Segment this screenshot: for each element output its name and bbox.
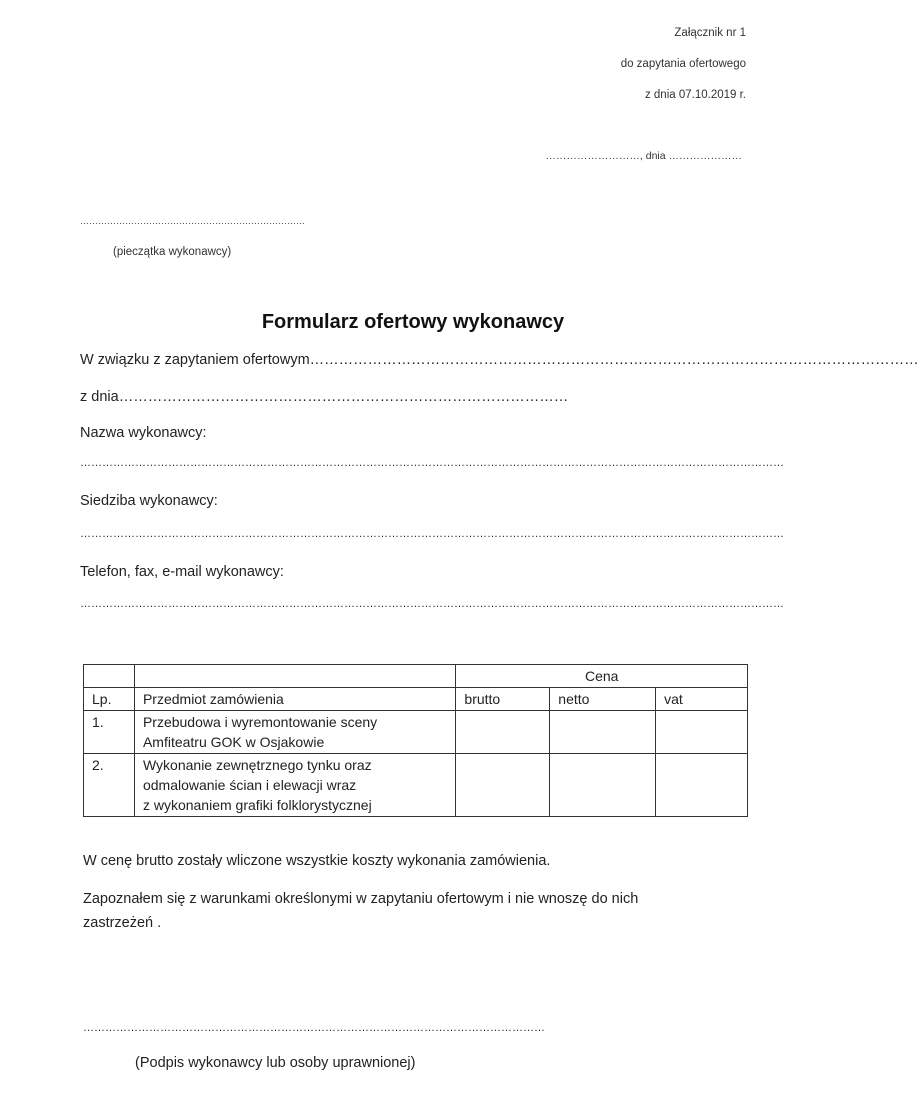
table-header-price-row	[84, 665, 748, 688]
row-subject-line: Przebudowa i wyremontowanie sceny	[142, 714, 378, 730]
net-price-cell[interactable]	[550, 754, 656, 817]
attachment-number: Załącznik nr 1	[674, 27, 746, 39]
vat-cell[interactable]	[656, 754, 748, 817]
contractor-name-field[interactable]: …………………………………………………………………………………………………………………………………………………………………………	[80, 457, 784, 469]
col-header-vat: vat	[656, 688, 748, 711]
net-price-cell[interactable]	[550, 711, 656, 754]
acknowledge-statement-line1: Zapoznałem się z warunkami określonymi w zapytaniu ofertowym i nie wnoszę do nich	[83, 891, 639, 907]
offer-table	[83, 664, 748, 817]
col-header-lp: Lp.	[84, 688, 135, 711]
inquiry-date: z dnia 07.10.2019 r.	[644, 89, 746, 101]
price-header: Cena	[456, 665, 748, 688]
place-date-line: ………………………, dnia …………………	[545, 150, 742, 162]
table-cell-empty	[84, 665, 135, 688]
row-number: 2.	[84, 754, 135, 817]
table-header-row	[84, 688, 748, 711]
contractor-seat-field[interactable]: …………………………………………………………………………………………………………………………………………………………………………	[80, 528, 784, 540]
row-subject-line: z wykonaniem grafiki folklorystycznej	[142, 797, 372, 813]
signature-label: (Podpis wykonawcy lub osoby uprawnionej)	[135, 1055, 416, 1071]
contact-label: Telefon, fax, e-mail wykonawcy:	[80, 564, 284, 580]
table-cell-empty	[134, 665, 455, 688]
vat-cell[interactable]	[656, 711, 748, 754]
inquiry-ref-field[interactable]: W związku z zapytaniem ofertowym………………………………………………………………………………………………………………	[80, 352, 919, 368]
contact-field[interactable]: …………………………………………………………………………………………………………………………………………………………………………	[80, 598, 784, 610]
row-subject	[134, 711, 455, 754]
gross-price-cell[interactable]	[456, 754, 550, 817]
row-subject-line: Wykonanie zewnętrznego tynku oraz	[142, 757, 372, 773]
row-number: 1.	[84, 711, 135, 754]
form-title: Formularz ofertowy wykonawcy	[261, 311, 565, 333]
stamp-line: …………………………………………………………………	[80, 216, 305, 226]
inquiry-date-field[interactable]: z dnia…………………………………………………………………………………	[80, 389, 569, 405]
table-row	[84, 711, 748, 754]
contractor-name-label: Nazwa wykonawcy:	[80, 425, 207, 441]
col-header-subject: Przedmiot zamówienia	[134, 688, 455, 711]
col-header-net: netto	[550, 688, 656, 711]
signature-line[interactable]: ………………………………………………………………………………………………………………	[83, 1022, 545, 1034]
contractor-seat-label: Siedziba wykonawcy:	[80, 493, 218, 509]
acknowledge-statement-line2: zastrzeżeń .	[83, 915, 162, 931]
inquiry-reference: do zapytania ofertowego	[620, 58, 746, 70]
table-row	[84, 754, 748, 817]
col-header-gross: brutto	[456, 688, 550, 711]
stamp-label: (pieczątka wykonawcy)	[113, 246, 232, 258]
row-subject	[134, 754, 455, 817]
row-subject-line: Amfiteatru GOK w Osjakowie	[142, 734, 325, 750]
gross-price-cell[interactable]	[456, 711, 550, 754]
row-subject-line: odmalowanie ścian i elewacji wraz	[142, 777, 357, 793]
gross-price-statement: W cenę brutto zostały wliczone wszystkie koszty wykonania zamówienia.	[83, 853, 551, 869]
